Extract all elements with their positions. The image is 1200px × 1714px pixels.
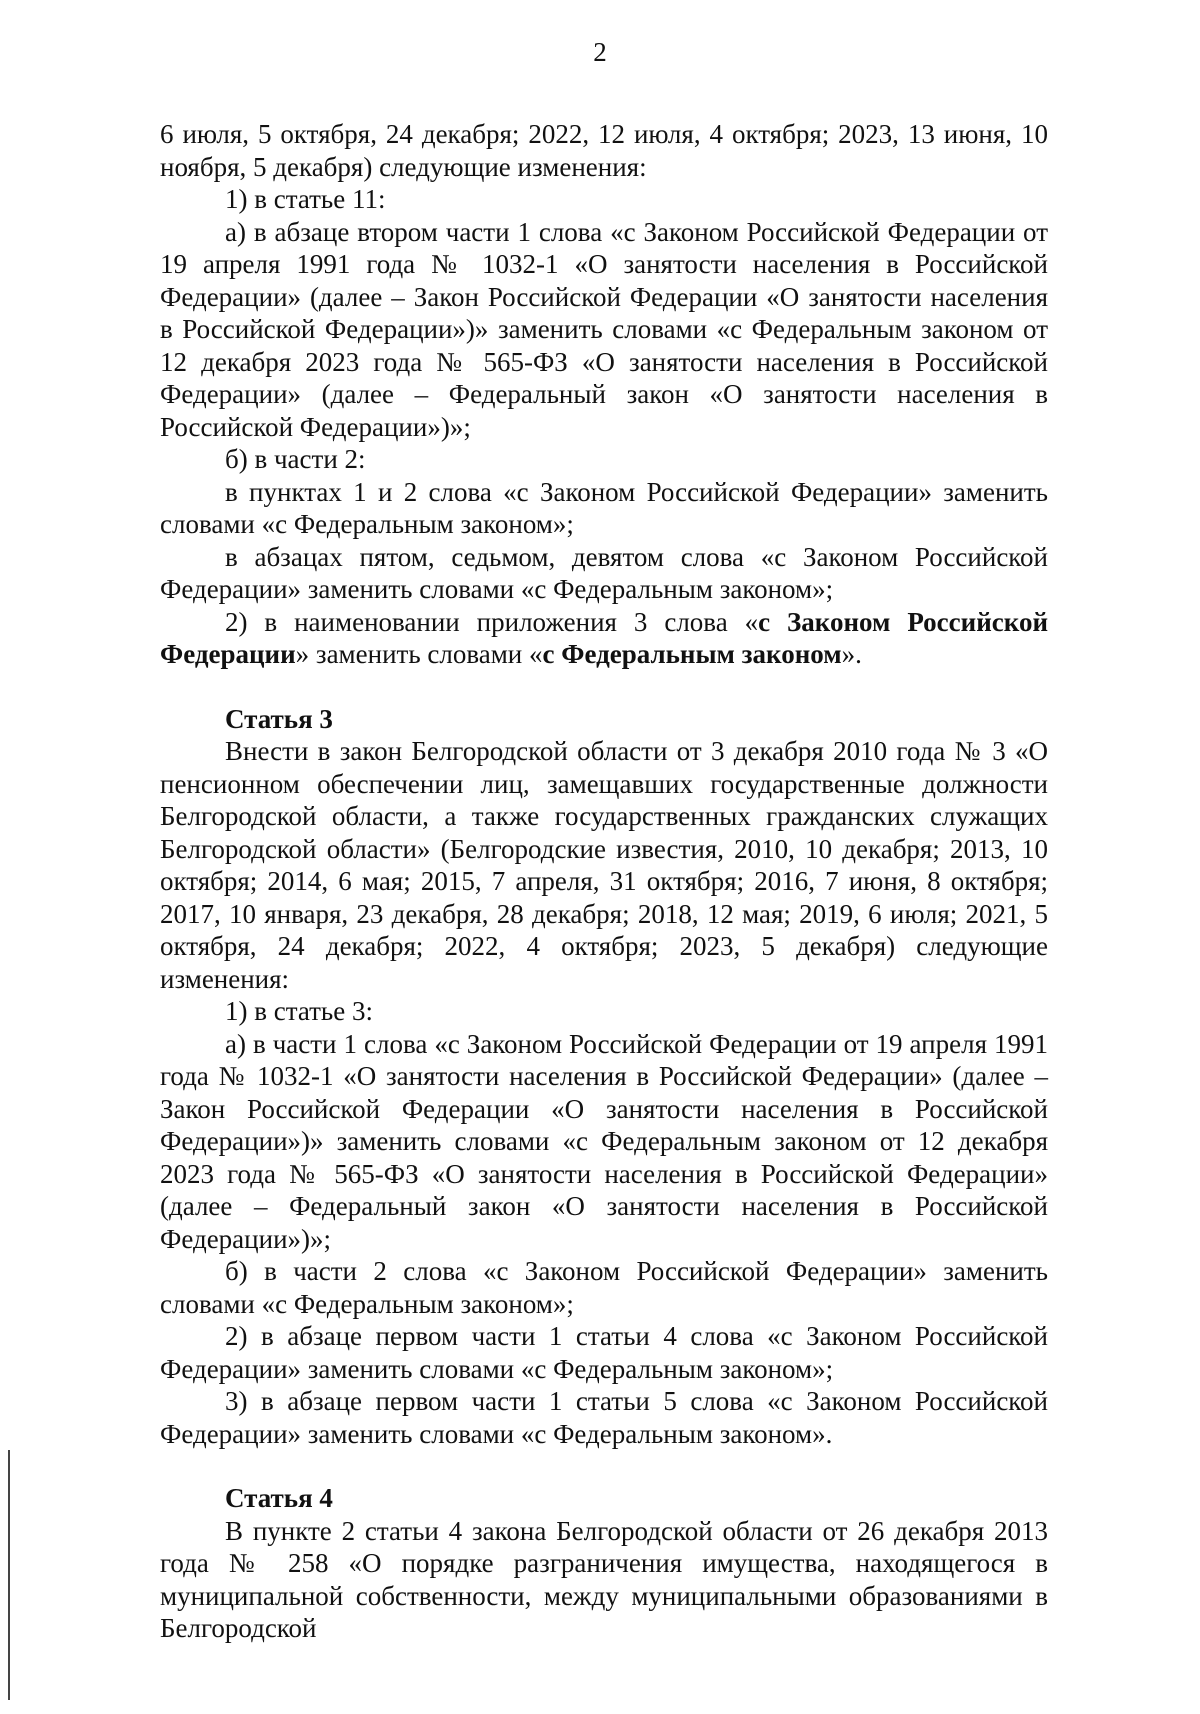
paragraph: а) в части 1 слова «с Законом Российской Федерации от 19 апреля 1991 года № 1032-1 «О занятости населения в Российской Федерации» (далее – Закон Российской Федерации «О занятости населения в Российской Федерации»)» заменить словами «с Федеральным законом от 12 декабря 2023 года № 565-ФЗ «О занятости населения в Российской Федерации» (далее – Федеральный закон «О занятости населения в Российской Федерации»)»; [160,1028,1048,1254]
paragraph: 6 июля, 5 октября, 24 декабря; 2022, 12 июля, 4 октября; 2023, 13 июня, 10 ноября, 5 декабря) следующие изменения: [160,119,1048,182]
paragraph: 1) в статье 3: [225,996,373,1026]
bold-text: с Федеральным законом [542,639,842,669]
text-span: ». [841,639,862,669]
bold-text: с Законом Российской Федерации [160,606,1049,669]
paragraph-item-2 [160,606,1048,671]
paragraph: в абзацах пятом, седьмом, девятом слова «с Законом Российской Федерации» заменить словами «с Федеральным законом»; [160,541,1048,604]
paragraph: 3) в абзаце первом части 1 статьи 5 слова «с Законом Российской Федерации» заменить словами «с Федеральным законом». [160,1386,1048,1449]
paragraph: 2) в абзаце первом части 1 статьи 4 слова «с Законом Российской Федерации» заменить словами «с Федеральным законом»; [160,1321,1048,1384]
document-body [160,118,1048,1645]
article-3-heading: Статья 3 [225,703,333,734]
text-span: » заменить словами « [295,639,543,669]
paragraph: в пунктах 1 и 2 слова «с Законом Российской Федерации» заменить словами «с Федеральным законом»; [160,476,1048,539]
article-4-heading: Статья 4 [225,1483,333,1513]
text-span: 2) в наименовании приложения 3 слова « [225,606,759,637]
paragraph: а) в абзаце втором части 1 слова «с Законом Российской Федерации от 19 апреля 1991 года № 1032-1 «О занятости населения в Российской Федерации» (далее – Закон Российской Федерации «О занятости населения в Российской Федерации»)» заменить словами «с Федеральным законом от 12 декабря 2023 года № 565-ФЗ «О занятости населения в Российской Федерации» (далее – Федеральный закон «О занятости населения в Российской Федерации»)»; [160,216,1048,442]
scan-margin-line [8,1450,10,1700]
paragraph: б) в части 2 слова «с Законом Российской Федерации» заменить словами «с Федеральным законом»; [160,1256,1048,1319]
paragraph: б) в части 2: [225,444,366,474]
paragraph: 1) в статье 11: [225,184,386,214]
paragraph: Внести в закон Белгородской области от 3 декабря 2010 года № 3 «О пенсионном обеспечении лиц, замещавших государственные должности Белгородской области, а также государственных гражданских служащих Белгородской области» (Белгородские известия, 2010, 10 декабря; 2013, 10 октября; 2014, 6 мая; 2015, 7 апреля, 31 октября; 2016, 7 июня, 8 октября; 2017, 10 января, 23 декабря, 28 декабря; 2018, 12 мая; 2019, 6 июля; 2021, 5 октября, 24 декабря; 2022, 4 октября; 2023, 5 декабря) следующие изменения: [160,736,1048,994]
paragraph: В пункте 2 статьи 4 закона Белгородской области от 26 декабря 2013 года № 258 «О порядке разграничения имущества, находящегося в муниципальной собственности, между муниципальными образованиями в Белгородской [160,1515,1048,1643]
page-number: 2 [593,37,607,67]
spacer [160,671,1048,703]
spacer [160,1450,1048,1482]
